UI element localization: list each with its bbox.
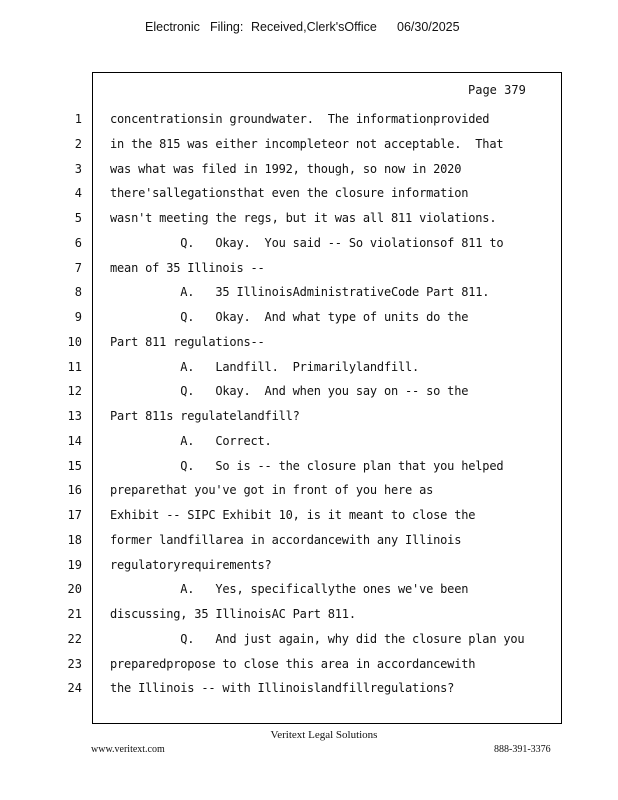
line-text: there'sallegationsthat even the closure information bbox=[110, 186, 469, 201]
line-text: regulatoryrequirements? bbox=[110, 557, 272, 572]
line-text: preparedpropose to close this area in accordancewith bbox=[110, 656, 476, 671]
line-number: 7 bbox=[74, 260, 82, 275]
line-text: discussing, 35 IllinoisAC Part 811. bbox=[110, 607, 356, 621]
line-number: 18 bbox=[67, 532, 82, 547]
line-number: 14 bbox=[67, 433, 82, 448]
line-text: in the 815 was either incompleteor not acceptable. That bbox=[110, 136, 504, 151]
line-number: 11 bbox=[67, 359, 82, 374]
line-number: 2 bbox=[74, 136, 82, 151]
line-text: A. 35 IllinoisAdministrativeCode Part 811. bbox=[110, 285, 490, 300]
header-received: Received,Clerk'sOffice bbox=[251, 20, 377, 34]
line-text: wasn't meeting the regs, but it was all 811 violations. bbox=[110, 211, 497, 225]
header-date: 06/30/2025 bbox=[397, 20, 460, 34]
line-number: 6 bbox=[74, 235, 82, 250]
line-text: Q. So is -- the closure plan that you helped bbox=[110, 458, 504, 473]
line-text: Exhibit -- SIPC Exhibit 10, is it meant to close the bbox=[110, 508, 476, 522]
line-text: the Illinois -- with Illinoislandfillregulations? bbox=[110, 681, 455, 696]
line-number: 1 bbox=[74, 112, 82, 126]
line-number: 20 bbox=[67, 582, 82, 597]
line-text: was what was filed in 1992, though, so now in 2020 bbox=[110, 161, 462, 176]
line-text: Q. Okay. And what type of units do the bbox=[110, 310, 469, 324]
footer-phone: 888-391-3376 bbox=[494, 744, 551, 755]
line-number: 10 bbox=[67, 334, 82, 349]
line-number: 15 bbox=[67, 458, 82, 473]
line-number: 12 bbox=[67, 384, 82, 399]
line-text: Part 811 regulations-- bbox=[110, 334, 265, 349]
line-text: A. Landfill. Primarilylandfill. bbox=[110, 359, 420, 374]
line-text: mean of 35 Illinois -- bbox=[110, 260, 265, 275]
line-number: 19 bbox=[67, 557, 82, 572]
line-number: 8 bbox=[74, 285, 82, 300]
line-text: A. Yes, specificallythe ones we've been bbox=[110, 582, 469, 597]
header-electronic: Electronic bbox=[145, 20, 200, 34]
line-text: Q. Okay. And when you say on -- so the bbox=[110, 384, 469, 399]
line-number: 3 bbox=[74, 161, 82, 176]
line-number: 13 bbox=[67, 409, 82, 423]
line-text: former landfillarea in accordancewith any Illinois bbox=[110, 532, 462, 547]
line-text: preparethat you've got in front of you here as bbox=[110, 483, 434, 498]
line-number: 22 bbox=[67, 631, 82, 646]
line-number: 17 bbox=[67, 508, 82, 522]
line-number: 23 bbox=[67, 656, 82, 671]
line-text: Q. And just again, why did the closure plan you bbox=[110, 631, 525, 646]
page-number: Page 379 bbox=[468, 83, 526, 97]
footer-website: www.veritext.com bbox=[91, 744, 165, 755]
line-text: concentrationsin groundwater. The informationprovided bbox=[110, 112, 490, 126]
line-number: 5 bbox=[74, 211, 82, 225]
header-filing: Filing: bbox=[210, 20, 244, 34]
line-text: A. Correct. bbox=[110, 433, 272, 448]
line-number: 4 bbox=[74, 186, 82, 201]
line-text: Q. Okay. You said -- So violationsof 811 to bbox=[110, 235, 504, 250]
line-text: Part 811s regulatelandfill? bbox=[110, 409, 300, 423]
footer-company: Veritext Legal Solutions bbox=[270, 729, 378, 741]
line-number: 24 bbox=[67, 681, 82, 696]
line-number: 9 bbox=[74, 310, 82, 324]
line-number: 16 bbox=[67, 483, 82, 498]
line-number: 21 bbox=[67, 607, 82, 621]
